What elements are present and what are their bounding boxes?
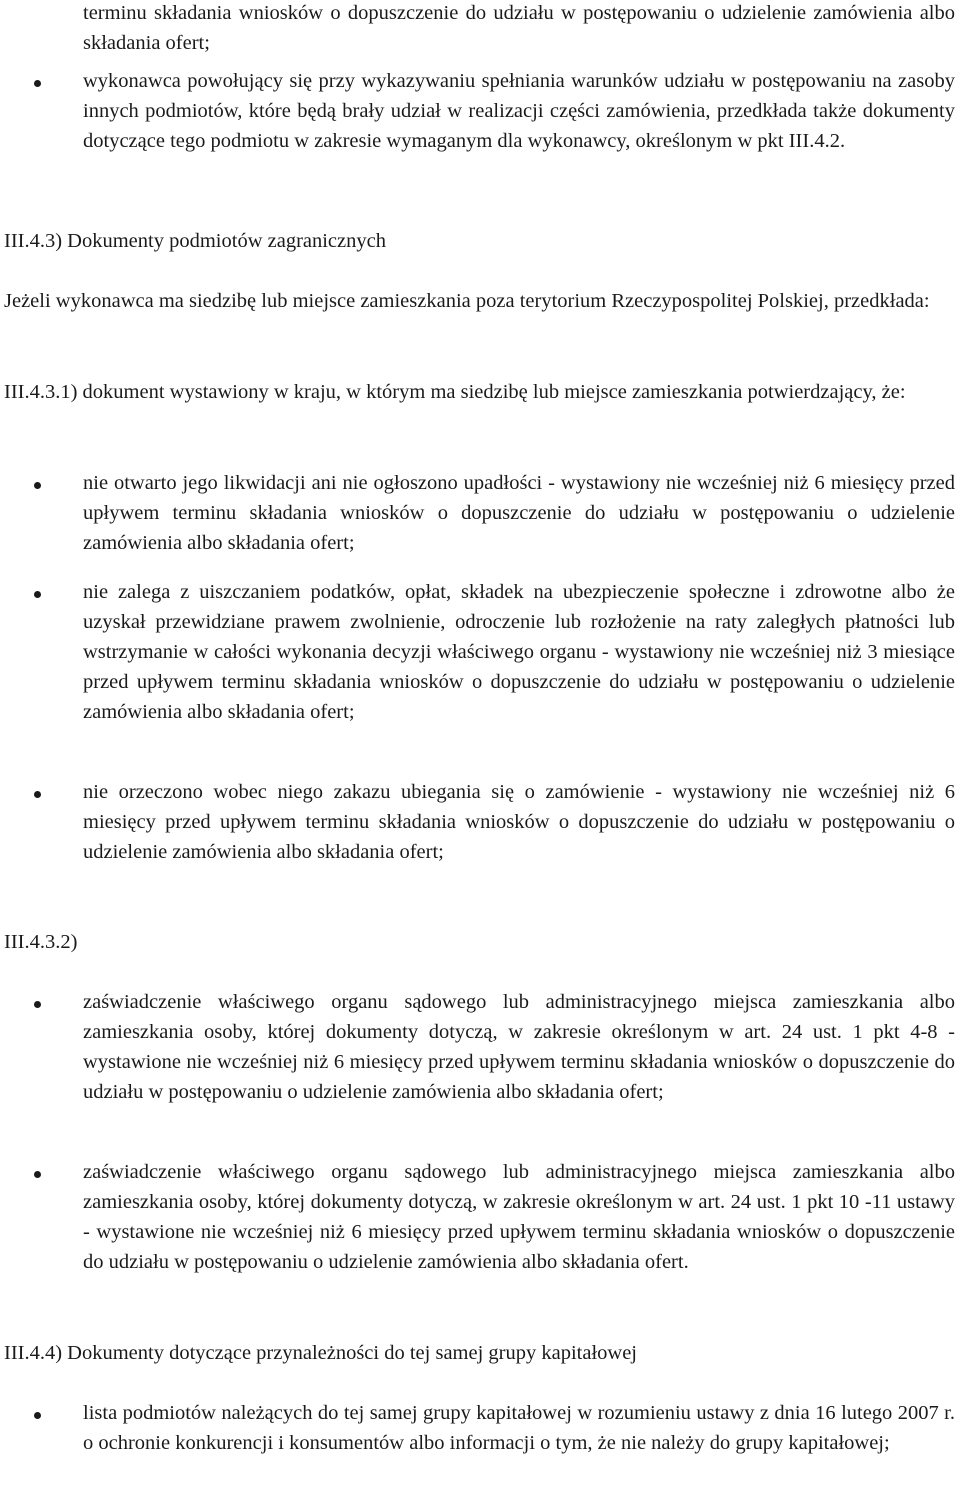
list-item: zaświadczenie właściwego organu sądowego lub administracyjnego miejsca zamieszkania albo zamieszkania osoby, której dokumenty dotyczą, w zakresie określonym w art. 24 ust. 1 pkt 10 -11 ustawy - wystawione nie wcześniej niż 6 miesięcy przed upływem terminu składania wniosków o dopuszczenie do udziału w postępowaniu o udzielenie zamówienia albo składania ofert. [83, 1161, 955, 1273]
bullet-icon [34, 791, 41, 798]
section-heading: III.4.4) Dokumenty dotyczące przynależności do tej samej grupy kapitałowej [4, 1342, 637, 1364]
list-item: nie otwarto jego likwidacji ani nie ogłoszono upadłości - wystawiony nie wcześniej niż 6 miesięcy przed upływem terminu składania wniosków o dopuszczenie do udziału w postępowaniu o udzielenie zamówienia albo składania ofert; [83, 472, 955, 554]
bullet-icon [34, 1171, 41, 1178]
list-item: zaświadczenie właściwego organu sądowego lub administracyjnego miejsca zamieszkania albo zamieszkania osoby, której dokumenty dotyczą, w zakresie określonym w art. 24 ust. 1 pkt 4-8 - wystawione nie wcześniej niż 6 miesięcy przed upływem terminu składania wniosków o dopuszczenie do udziału w postępowaniu o udzielenie zamówienia albo składania ofert; [83, 991, 955, 1103]
list-item: nie zalega z uiszczaniem podatków, opłat, składek na ubezpieczenie społeczne i zdrowotne albo że uzyskał przewidziane prawem zwolnienie, odroczenie lub rozłożenie na raty zaległych płatności lub wstrzymanie w całości wykonania decyzji właściwego organu - wystawiony nie wcześniej niż 3 miesiące przed upływem terminu składania wniosków o dopuszczenie do udziału w postępowaniu o udzielenie zamówienia albo składania ofert; [83, 581, 955, 723]
list-item: lista podmiotów należących do tej samej grupy kapitałowej w rozumieniu ustawy z dnia 16 lutego 2007 r. o ochronie konkurencji i konsumentów albo informacji o tym, że nie należy do grupy kapitałowej; [83, 1402, 955, 1454]
bullet-icon [34, 591, 41, 598]
list-item: wykonawca powołujący się przy wykazywaniu spełniania warunków udziału w postępowaniu na zasoby innych podmiotów, które będą brały udział w realizacji części zamówienia, przedkłada także dokumenty dotyczące tego podmiotu w zakresie wymaganym dla wykonawcy, określonym w pkt III.4.2. [83, 70, 955, 152]
bullet-icon [34, 1001, 41, 1008]
paragraph: III.4.3.1) dokument wystawiony w kraju, w którym ma siedzibę lub miejsce zamieszkania potwierdzający, że: [4, 381, 906, 403]
list-item: nie orzeczono wobec niego zakazu ubiegania się o zamówienie - wystawiony nie wcześniej niż 6 miesięcy przed upływem terminu składania wniosków o dopuszczenie do udziału w postępowaniu o udzielenie zamówienia albo składania ofert; [83, 781, 955, 863]
bullet-icon [34, 482, 41, 489]
bullet-icon [34, 1412, 41, 1419]
continuation-text: terminu składania wniosków o dopuszczenie do udziału w postępowaniu o udzielenie zamówienia albo składania ofert; [83, 2, 955, 54]
section-label: III.4.3.2) [4, 931, 78, 953]
section-heading: III.4.3) Dokumenty podmiotów zagranicznych [4, 230, 386, 252]
bullet-icon [34, 80, 41, 87]
paragraph: Jeżeli wykonawca ma siedzibę lub miejsce zamieszkania poza terytorium Rzeczypospolitej Polskiej, przedkłada: [4, 290, 930, 312]
